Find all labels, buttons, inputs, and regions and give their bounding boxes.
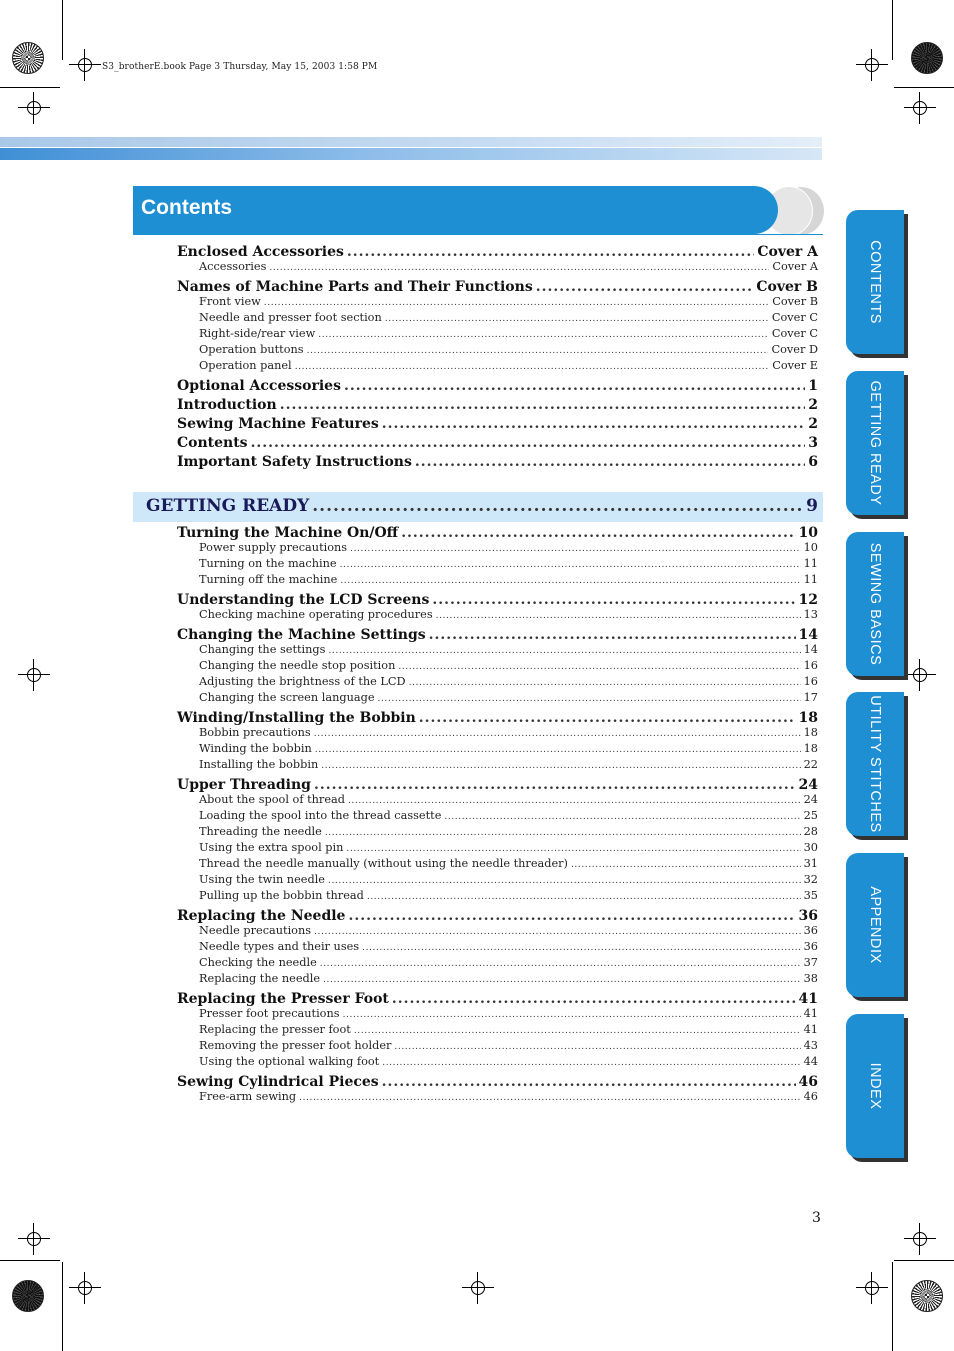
toc-title: Removing the presser foot holder: [199, 1039, 392, 1052]
crosshair-registration-mark: [18, 659, 50, 691]
toc-leader: [321, 761, 800, 771]
file-info: S3_brotherE.book Page 3 Thursday, May 15, 2003 1:58 PM: [102, 62, 378, 72]
toc-title: Sewing Cylindrical Pieces: [177, 1074, 379, 1090]
crosshair-registration-mark: [69, 1272, 101, 1304]
toc-page: 11: [803, 573, 818, 586]
toc-page: Cover C: [771, 311, 818, 324]
toc-page: 6: [808, 454, 818, 470]
toc-entry[interactable]: [177, 378, 818, 394]
toc-leader: [344, 378, 805, 394]
toc-title: Needle precautions: [199, 924, 312, 937]
toc-leader: [325, 828, 801, 838]
toc-leader: [348, 908, 795, 924]
crop-mark: [892, 0, 893, 60]
toc-leader: [378, 694, 801, 704]
toc-page: Cover D: [771, 343, 818, 356]
toc-title: Contents: [177, 435, 248, 451]
toc-title: Replacing the presser foot: [199, 1023, 351, 1036]
toc-leader: [382, 416, 806, 432]
toc-leader: [409, 678, 801, 688]
tab-label: GETTING READY: [867, 380, 883, 506]
toc-subentry[interactable]: [199, 327, 818, 340]
toc-leader: [314, 927, 801, 937]
toc-page: 14: [803, 643, 818, 656]
toc-leader: [354, 1026, 801, 1036]
toc-page: 24: [803, 793, 818, 806]
toc-subentry[interactable]: [199, 726, 818, 739]
toc-title: Loading the spool into the thread cassette: [199, 809, 442, 822]
toc-page: 30: [803, 841, 818, 854]
tab-label: UTILITY STITCHES: [867, 695, 883, 833]
toc-subentry[interactable]: [199, 573, 818, 586]
toc-title: Enclosed Accessories: [177, 244, 344, 260]
crosshair-registration-mark: [69, 49, 101, 81]
toc-page: 11: [803, 557, 818, 570]
toc-leader: [343, 1010, 801, 1020]
toc-subentry[interactable]: [199, 793, 818, 806]
crop-mark: [894, 1260, 954, 1261]
toc-leader: [347, 244, 754, 260]
toc-leader: [429, 627, 796, 643]
toc-page: 3: [808, 435, 818, 451]
toc-page: 44: [803, 1055, 818, 1068]
toc-page: 9: [806, 496, 818, 516]
toc-page: 10: [803, 541, 818, 554]
toc-section-heading[interactable]: [146, 496, 818, 516]
toc-title: Right-side/rear view: [199, 327, 316, 340]
toc-entry[interactable]: [177, 710, 818, 726]
toc-leader: [264, 298, 769, 308]
header-strip: [0, 148, 822, 160]
toc-title: Using the extra spool pin: [199, 841, 344, 854]
header-strip: [0, 137, 822, 147]
tab-label: CONTENTS: [867, 240, 883, 324]
toc-leader: [436, 611, 801, 621]
page-number: 3: [812, 1210, 821, 1226]
toc-title: Changing the needle stop position: [199, 659, 396, 672]
toc-leader: [415, 454, 805, 470]
toc-leader: [382, 1074, 796, 1090]
toc-title: Changing the settings: [199, 643, 326, 656]
toc-subentry[interactable]: [199, 841, 818, 854]
toc-leader: [348, 796, 801, 806]
toc-page: 31: [803, 857, 818, 870]
toc-subentry[interactable]: [199, 557, 818, 570]
toc-leader: [350, 544, 801, 554]
toc-subentry[interactable]: [199, 343, 818, 356]
tab-label: SEWING BASICS: [867, 542, 883, 666]
toc-entry[interactable]: [177, 1074, 818, 1090]
toc-leader: [314, 777, 796, 793]
toc-title: Adjusting the brightness of the LCD: [199, 675, 406, 688]
toc-subentry[interactable]: [199, 857, 818, 870]
toc-leader: [385, 314, 769, 324]
toc-title: Upper Threading: [177, 777, 311, 793]
toc-page: 18: [803, 742, 818, 755]
toc-subentry[interactable]: [199, 260, 818, 273]
toc-entry[interactable]: [177, 397, 818, 413]
toc-title: Bobbin precautions: [199, 726, 311, 739]
toc-leader: [323, 975, 801, 985]
toc-page: 36: [798, 908, 818, 924]
toc-subentry[interactable]: [199, 541, 818, 554]
tab-contents[interactable]: [846, 210, 904, 354]
toc-leader: [315, 745, 801, 755]
toc-page: 13: [803, 608, 818, 621]
toc-leader: [314, 729, 801, 739]
tab-index[interactable]: [846, 1014, 904, 1158]
toc-entry[interactable]: [177, 908, 818, 924]
toc-title: Pulling up the bobbin thread: [199, 889, 364, 902]
color-registration-mark: [12, 42, 44, 74]
crosshair-registration-mark: [904, 1223, 936, 1255]
crop-mark: [0, 1260, 60, 1261]
toc-leader: [398, 662, 800, 672]
toc-title: Using the twin needle: [199, 873, 325, 886]
toc-page: 22: [803, 758, 818, 771]
toc-page: 37: [803, 956, 818, 969]
toc-page: 38: [803, 972, 818, 985]
crosshair-registration-mark: [856, 49, 888, 81]
crosshair-registration-mark: [18, 1223, 50, 1255]
toc-title: GETTING READY: [146, 496, 310, 516]
toc-page: 36: [803, 940, 818, 953]
toc-subentry[interactable]: [199, 1055, 818, 1068]
toc-leader: [367, 892, 801, 902]
toc-leader: [312, 496, 803, 516]
toc-leader: [318, 330, 769, 340]
toc-leader: [401, 525, 795, 541]
toc-page: 32: [803, 873, 818, 886]
toc-title: Changing the Machine Settings: [177, 627, 426, 643]
toc-subentry[interactable]: [199, 1007, 818, 1020]
toc-title: Installing the bobbin: [199, 758, 319, 771]
toc-title: Turning the Machine On/Off: [177, 525, 399, 541]
toc-leader: [394, 1042, 800, 1052]
toc-subentry[interactable]: [199, 1090, 818, 1103]
toc-title: Important Safety Instructions: [177, 454, 412, 470]
toc-entry[interactable]: [177, 244, 818, 260]
toc-subentry[interactable]: [199, 1039, 818, 1052]
toc-leader: [392, 991, 796, 1007]
toc-entry[interactable]: [177, 416, 818, 432]
toc-subentry[interactable]: [199, 311, 818, 324]
crop-mark: [894, 87, 954, 88]
toc-entry[interactable]: [177, 777, 818, 793]
crosshair-registration-mark: [856, 1272, 888, 1304]
toc-page: 43: [803, 1039, 818, 1052]
toc-leader: [432, 592, 795, 608]
toc-subentry[interactable]: [199, 742, 818, 755]
toc-page: 16: [803, 675, 818, 688]
toc-subentry[interactable]: [199, 889, 818, 902]
toc-entry[interactable]: [177, 435, 818, 451]
toc-subentry[interactable]: [199, 1023, 818, 1036]
toc-title: Presser foot precautions: [199, 1007, 340, 1020]
toc-title: Optional Accessories: [177, 378, 341, 394]
toc-subentry[interactable]: [199, 643, 818, 656]
toc-page: 2: [808, 416, 818, 432]
crop-mark: [892, 1262, 893, 1351]
toc-subentry[interactable]: [199, 675, 818, 688]
toc-leader: [536, 279, 754, 295]
toc-subentry[interactable]: [199, 940, 818, 953]
toc-title: Understanding the LCD Screens: [177, 592, 430, 608]
toc-page: 46: [803, 1090, 818, 1103]
crop-mark: [0, 87, 60, 88]
toc-page: 41: [803, 1023, 818, 1036]
toc-subentry[interactable]: [199, 758, 818, 771]
toc-subentry[interactable]: [199, 825, 818, 838]
page-title: Contents: [141, 196, 232, 219]
toc-page: Cover A: [772, 260, 818, 273]
toc-leader: [320, 959, 801, 969]
toc-title: Winding/Installing the Bobbin: [177, 710, 416, 726]
color-registration-mark: [911, 42, 943, 74]
tab-getting-ready[interactable]: [846, 371, 904, 515]
toc-title: Operation buttons: [199, 343, 304, 356]
toc-subentry[interactable]: [199, 295, 818, 308]
toc-title: Checking machine operating procedures: [199, 608, 433, 621]
toc-page: 28: [803, 825, 818, 838]
toc-page: 16: [803, 659, 818, 672]
toc-title: Accessories: [199, 260, 267, 273]
toc-subentry[interactable]: [199, 873, 818, 886]
crosshair-registration-mark: [904, 92, 936, 124]
toc-title: Thread the needle manually (without using the needle threader): [199, 857, 568, 870]
toc-leader: [340, 576, 800, 586]
toc-page: Cover C: [771, 327, 818, 340]
toc-page: 41: [798, 991, 818, 1007]
title-rule: [133, 234, 823, 235]
toc-page: Cover B: [772, 295, 818, 308]
toc-title: Turning on the machine: [199, 557, 337, 570]
toc-title: Needle and presser foot section: [199, 311, 382, 324]
toc-title: Power supply precautions: [199, 541, 348, 554]
toc-title: Free-arm sewing: [199, 1090, 297, 1103]
toc-title: Replacing the needle: [199, 972, 321, 985]
toc-subentry[interactable]: [199, 608, 818, 621]
tab-label: INDEX: [867, 1062, 883, 1110]
toc-leader: [307, 346, 769, 356]
toc-title: Introduction: [177, 397, 277, 413]
toc-subentry[interactable]: [199, 809, 818, 822]
toc-subentry[interactable]: [199, 972, 818, 985]
toc-leader: [328, 876, 801, 886]
toc-leader: [251, 435, 806, 451]
toc-entry[interactable]: [177, 454, 818, 470]
toc-title: Checking the needle: [199, 956, 317, 969]
toc-subentry[interactable]: [199, 659, 818, 672]
toc-page: 1: [808, 378, 818, 394]
toc-entry[interactable]: [177, 525, 818, 541]
toc-subentry[interactable]: [199, 956, 818, 969]
toc-page: 35: [803, 889, 818, 902]
toc-page: 18: [803, 726, 818, 739]
toc-page: 18: [798, 710, 818, 726]
toc-leader: [382, 1058, 800, 1068]
toc-title: Replacing the Needle: [177, 908, 346, 924]
crosshair-registration-mark: [18, 92, 50, 124]
toc-leader: [328, 646, 800, 656]
crop-mark: [62, 1262, 63, 1351]
toc-leader: [299, 1093, 800, 1103]
toc-title: Operation panel: [199, 359, 292, 372]
toc-page: 17: [803, 691, 818, 704]
toc-leader: [269, 263, 769, 273]
crop-mark: [62, 0, 63, 60]
toc-entry[interactable]: [177, 991, 818, 1007]
toc-subentry[interactable]: [199, 359, 818, 372]
toc-page: 46: [798, 1074, 818, 1090]
toc-page: 41: [803, 1007, 818, 1020]
toc-title: Turning off the machine: [199, 573, 338, 586]
toc-leader: [419, 710, 796, 726]
toc-leader: [346, 844, 800, 854]
toc-title: Replacing the Presser Foot: [177, 991, 389, 1007]
toc-page: 25: [803, 809, 818, 822]
tab-appendix[interactable]: [846, 853, 904, 997]
toc-page: Cover E: [772, 359, 818, 372]
toc-title: About the spool of thread: [199, 793, 345, 806]
crosshair-registration-mark: [904, 659, 936, 691]
toc-leader: [295, 362, 770, 372]
toc-leader: [571, 860, 801, 870]
toc-entry[interactable]: [177, 592, 818, 608]
toc-title: Names of Machine Parts and Their Functions: [177, 279, 533, 295]
color-registration-mark: [12, 1280, 44, 1312]
toc-title: Using the optional walking foot: [199, 1055, 380, 1068]
toc-leader: [362, 943, 801, 953]
toc-entry[interactable]: [177, 279, 818, 295]
tab-utility-stitches[interactable]: [846, 692, 904, 836]
toc-page: 10: [798, 525, 818, 541]
toc-entry[interactable]: [177, 627, 818, 643]
toc-page: 14: [798, 627, 818, 643]
toc-leader: [280, 397, 806, 413]
crosshair-registration-mark: [462, 1272, 494, 1304]
toc-subentry[interactable]: [199, 691, 818, 704]
toc-leader: [340, 560, 801, 570]
toc-title: Sewing Machine Features: [177, 416, 379, 432]
toc-page: 12: [798, 592, 818, 608]
tab-sewing-basics[interactable]: [846, 532, 904, 676]
toc-page: 24: [798, 777, 818, 793]
toc-subentry[interactable]: [199, 924, 818, 937]
color-registration-mark: [911, 1280, 943, 1312]
toc-title: Front view: [199, 295, 261, 308]
toc-page: Cover A: [757, 244, 818, 260]
toc-title: Winding the bobbin: [199, 742, 312, 755]
toc-leader: [444, 812, 800, 822]
toc-page: 2: [808, 397, 818, 413]
toc-title: Needle types and their uses: [199, 940, 360, 953]
toc-page: Cover B: [756, 279, 818, 295]
tab-label: APPENDIX: [867, 886, 883, 964]
toc-page: 36: [803, 924, 818, 937]
toc-title: Threading the needle: [199, 825, 322, 838]
toc-title: Changing the screen language: [199, 691, 375, 704]
